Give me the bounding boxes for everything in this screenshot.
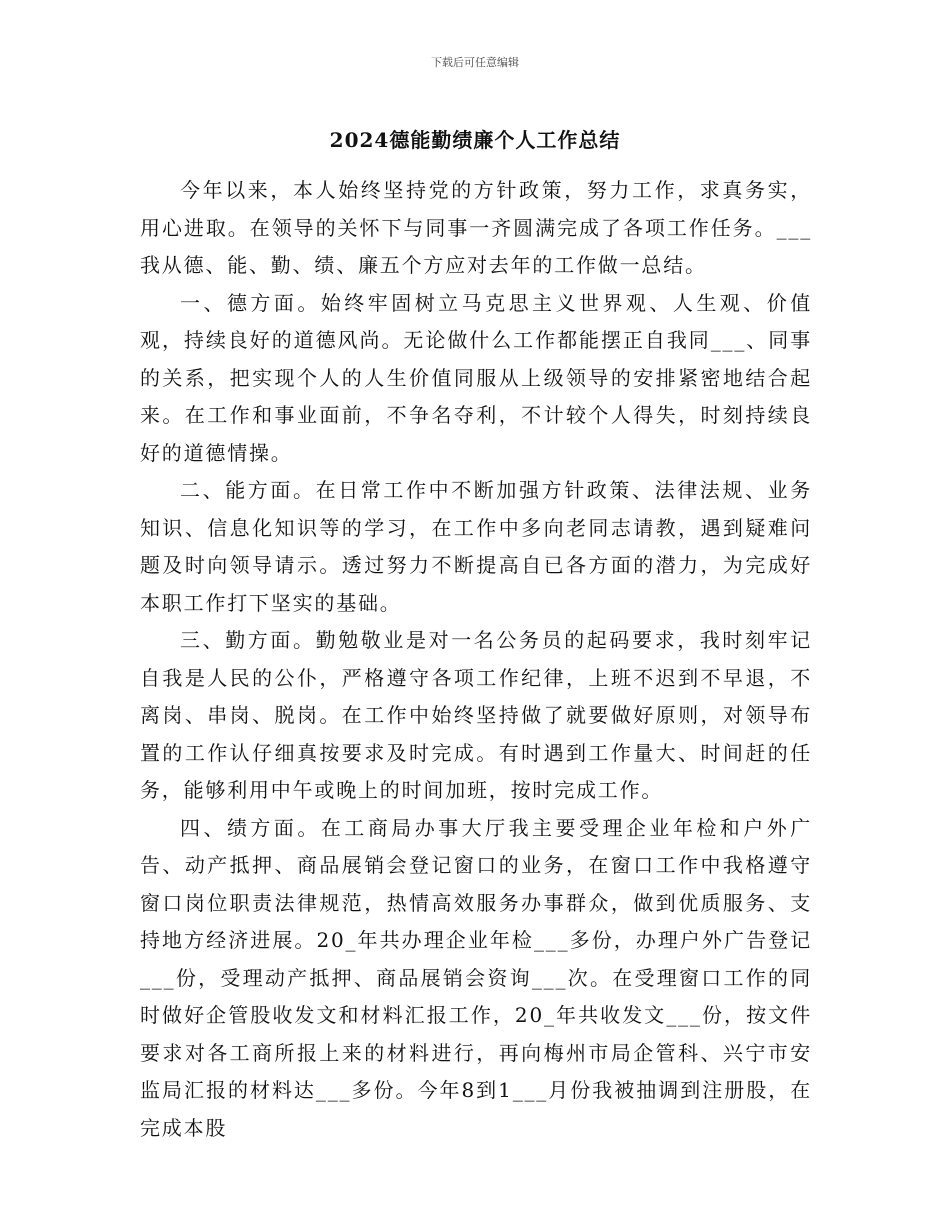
paragraph-ji: 四、绩方面。在工商局办事大厅我主要受理企业年检和户外广告、动产抵押、商品展销会登记窗口的业务，在窗口工作中我格遵守窗口岗位职责法律规范，热情高效服务办事群众，做到优质服务、支持地方经济进展。20_年共办理企业年检___多份，办理户外广告登记___份，受理动产抵押、商品展销会资询___次。在受理窗口工作的同时做好企管股收发文和材料汇报工作，20_年共收发文___份，按文件要求对各工商所报上来的材料进行，再向梅州市局企管科、兴宁市安监局汇报的材料达___多份。今年8到1___月份我被抽调到注册股，在完成本股	[140, 815, 812, 1140]
document-body	[140, 172, 812, 1147]
paragraph-neng: 二、能方面。在日常工作中不断加强方针政策、法律法规、业务知识、信息化知识等的学习，在工作中多向老同志请教，遇到疑难问题及时向领导请示。透过努力不断提高自已各方面的潜力，为完成好本职工作打下坚实的基础。	[140, 478, 812, 615]
paragraph-de: 一、德方面。始终牢固树立马克思主义世界观、人生观、价值观，持续良好的道德风尚。无论做什么工作都能摆正自我同___、同事的关系，把实现个人的人生价值同服从上级领导的安排紧密地结合起来。在工作和事业面前，不争名夺利，不计较个人得失，时刻持续良好的道德情操。	[140, 290, 812, 465]
document-title: 2024德能勤绩廉个人工作总结	[329, 128, 621, 152]
paragraph-intro: 今年以来，本人始终坚持党的方针政策，努力工作，求真务实，用心进取。在领导的关怀下与同事一齐圆满完成了各项工作任务。___我从德、能、勤、绩、廉五个方应对去年的工作做一总结。	[140, 178, 812, 277]
paragraph-qin: 三、勤方面。勤勉敬业是对一名公务员的起码要求，我时刻牢记自我是人民的公仆，严格遵守各项工作纪律，上班不迟到不早退，不离岗、串岗、脱岗。在工作中始终坚持做了就要做好原则，对领导布置的工作认仔细真按要求及时完成。有时遇到工作量大、时间赶的任务，能够利用中午或晚上的时间加班，按时完成工作。	[140, 628, 812, 802]
header-note: 下载后可任意编辑	[431, 56, 519, 69]
